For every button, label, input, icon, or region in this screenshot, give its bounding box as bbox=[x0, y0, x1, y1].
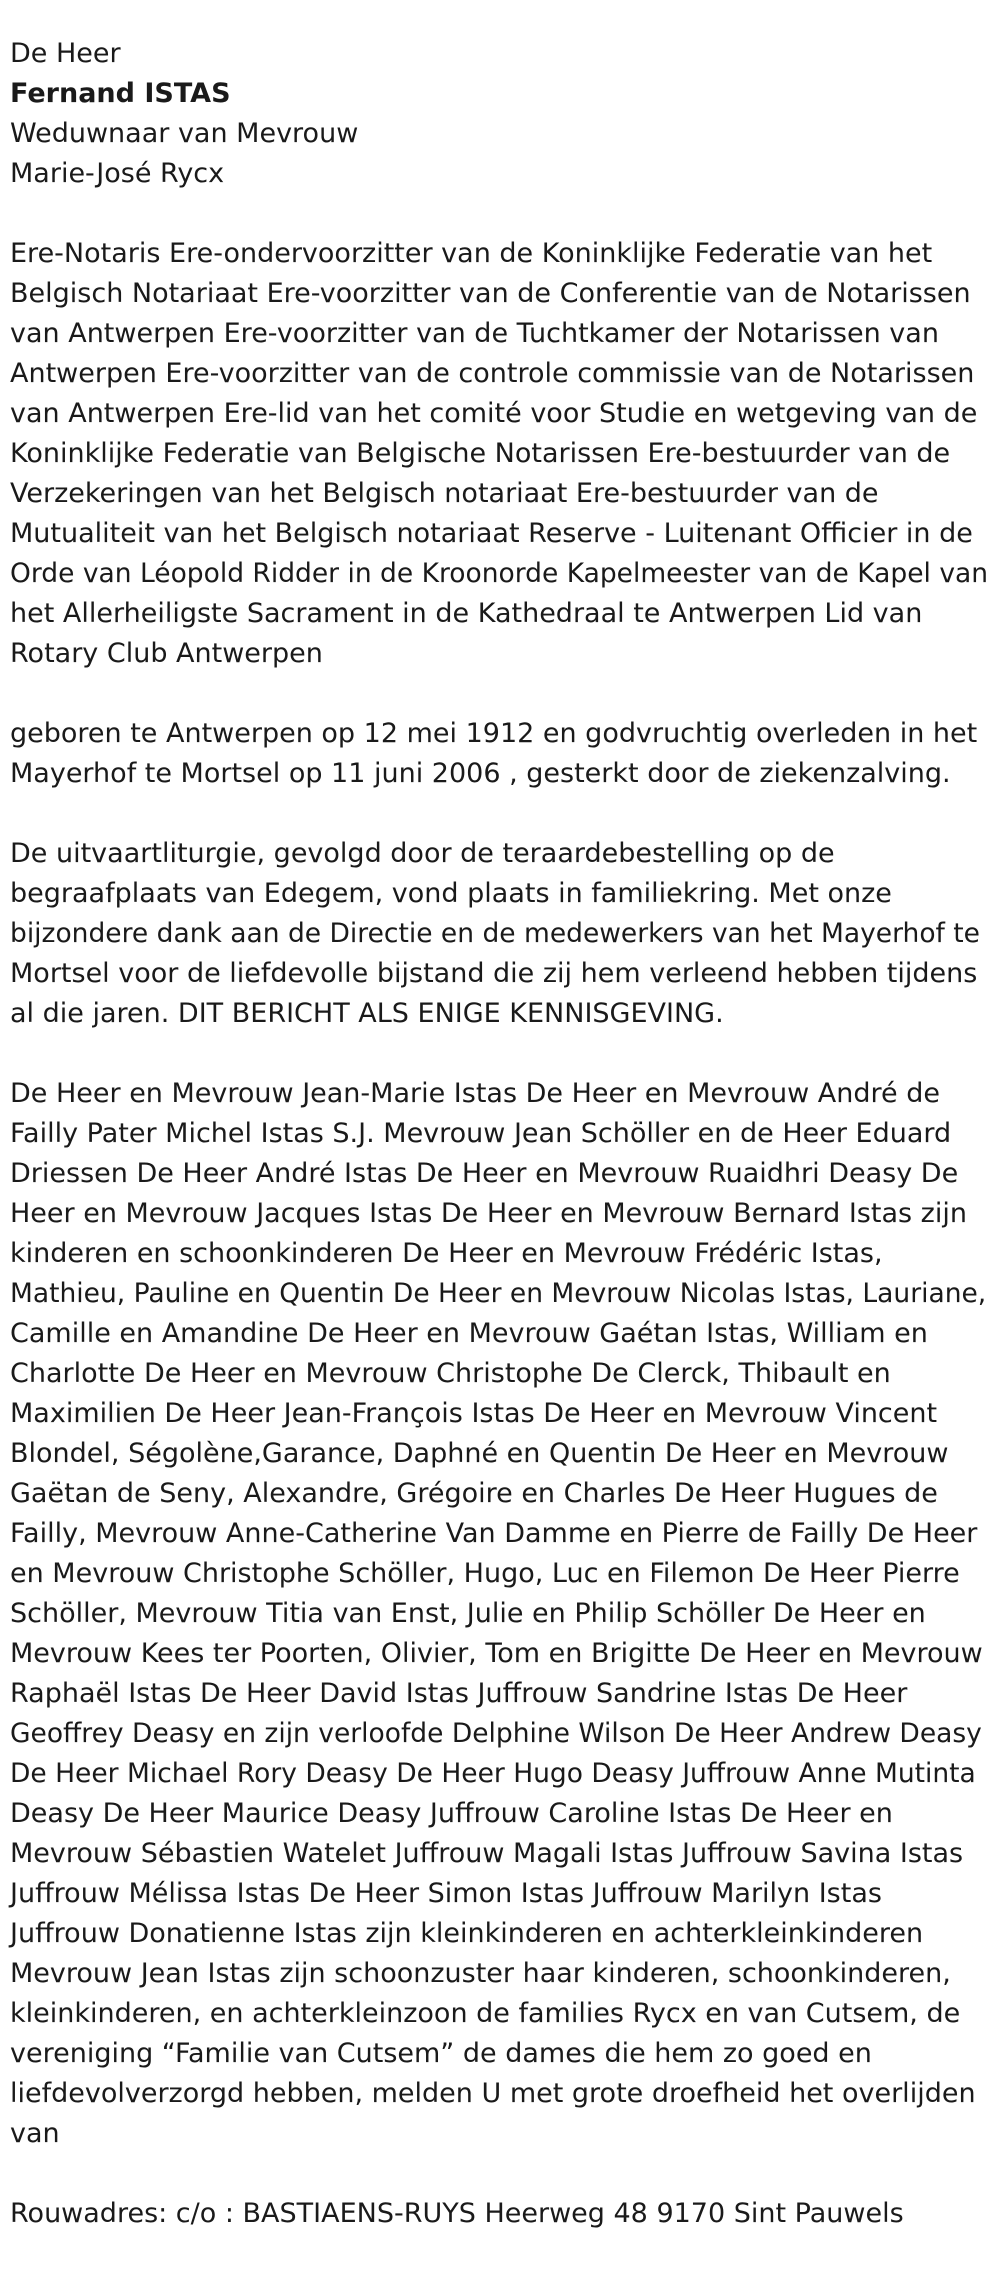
text-line: Camille en Amandine De Heer en Mevrouw Gaétan Istas, William en bbox=[10, 1318, 928, 1349]
deceased-name: Fernand ISTAS bbox=[10, 78, 231, 109]
text-line: Geoffrey Deasy en zijn verloofde Delphine Wilson De Heer Andrew Deasy bbox=[10, 1718, 982, 1749]
text-line: Mortsel voor de liefdevolle bijstand die zij hem verleend hebben tijdens bbox=[10, 958, 978, 989]
text-line: Juffrouw Mélissa Istas De Heer Simon Istas Juffrouw Marilyn Istas bbox=[10, 1878, 882, 1909]
text-line: Mathieu, Pauline en Quentin De Heer en Mevrouw Nicolas Istas, Lauriane, bbox=[10, 1278, 987, 1309]
text-line: van bbox=[10, 2118, 60, 2149]
text-line: De Heer en Mevrouw Jean-Marie Istas De Heer en Mevrouw André de bbox=[10, 1078, 940, 1109]
text-line: Heer en Mevrouw Jacques Istas De Heer en Mevrouw Bernard Istas zijn bbox=[10, 1198, 967, 1229]
text-line: Schöller, Mevrouw Titia van Enst, Julie en Philip Schöller De Heer en bbox=[10, 1598, 926, 1629]
text-line: Charlotte De Heer en Mevrouw Christophe De Clerck, Thibault en bbox=[10, 1358, 891, 1389]
text-line: Mevrouw Jean Istas zijn schoonzuster haar kinderen, schoonkinderen, bbox=[10, 1958, 951, 1989]
relation-text: Weduwnaar van Mevrouw bbox=[10, 118, 359, 149]
spouse-name: Marie-José Rycx bbox=[10, 158, 225, 189]
text-line: het Allerheiligste Sacrament in de Kathedraal te Antwerpen Lid van bbox=[10, 598, 923, 629]
spacer bbox=[10, 674, 990, 714]
mourning-address: Rouwadres: c/o : BASTIAENS-RUYS Heerweg 48 9170 Sint Pauwels bbox=[10, 2198, 904, 2229]
text-line: Failly, Mevrouw Anne-Catherine Van Damme en Pierre de Failly De Heer bbox=[10, 1518, 978, 1549]
text-line: kinderen en schoonkinderen De Heer en Mevrouw Frédéric Istas, bbox=[10, 1238, 883, 1269]
text-line: van Antwerpen Ere-lid van het comité voor Studie en wetgeving van de bbox=[10, 398, 978, 429]
text-line: Ere-Notaris Ere-ondervoorzitter van de Koninklijke Federatie van het bbox=[10, 238, 933, 269]
funeral-paragraph bbox=[10, 834, 990, 1034]
text-line: Mutualiteit van het Belgisch notariaat Reserve - Luitenant Officier in de bbox=[10, 518, 973, 549]
text-line: Belgisch Notariaat Ere-voorzitter van de Conferentie van de Notarissen bbox=[10, 278, 971, 309]
spacer bbox=[10, 2154, 990, 2194]
text-line: Mevrouw Kees ter Poorten, Olivier, Tom en Brigitte De Heer en Mevrouw bbox=[10, 1638, 983, 1669]
titles-paragraph bbox=[10, 234, 990, 674]
family-paragraph bbox=[10, 1074, 990, 2154]
text-line: De uitvaartliturgie, gevolgd door de teraardebestelling op de bbox=[10, 838, 835, 869]
text-line: bijzondere dank aan de Directie en de medewerkers van het Mayerhof te bbox=[10, 918, 980, 949]
text-line: vereniging “Familie van Cutsem” de dames die hem zo goed en bbox=[10, 2038, 872, 2069]
text-line: Rotary Club Antwerpen bbox=[10, 638, 323, 669]
text-line: Deasy De Heer Maurice Deasy Juffrouw Caroline Istas De Heer en bbox=[10, 1798, 893, 1829]
text-line: Juffrouw Donatienne Istas zijn kleinkinderen en achterkleinkinderen bbox=[10, 1918, 924, 1949]
text-line: liefdevolverzorgd hebben, melden U met grote droefheid het overlijden bbox=[10, 2078, 976, 2109]
text-line: en Mevrouw Christophe Schöller, Hugo, Luc en Filemon De Heer Pierre bbox=[10, 1558, 960, 1589]
text-line: De Heer Michael Rory Deasy De Heer Hugo Deasy Juffrouw Anne Mutinta bbox=[10, 1758, 976, 1789]
salutation: De Heer bbox=[10, 38, 121, 69]
text-line: Raphaël Istas De Heer David Istas Juffrouw Sandrine Istas De Heer bbox=[10, 1678, 908, 1709]
text-line: Driessen De Heer André Istas De Heer en Mevrouw Ruaidhri Deasy De bbox=[10, 1158, 959, 1189]
text-line: kleinkinderen, en achterkleinzoon de families Rycx en van Cutsem, de bbox=[10, 1998, 961, 2029]
text-line: al die jaren. DIT BERICHT ALS ENIGE KENNISGEVING. bbox=[10, 998, 724, 1029]
spacer bbox=[10, 1034, 990, 1074]
text-line: van Antwerpen Ere-voorzitter van de Tuchtkamer der Notarissen van bbox=[10, 318, 939, 349]
text-line: Maximilien De Heer Jean-François Istas De Heer en Mevrouw Vincent bbox=[10, 1398, 938, 1429]
text-line: Verzekeringen van het Belgisch notariaat Ere-bestuurder van de bbox=[10, 478, 879, 509]
text-line: Koninklijke Federatie van Belgische Notarissen Ere-bestuurder van de bbox=[10, 438, 951, 469]
spacer bbox=[10, 794, 990, 834]
text-line: Mevrouw Sébastien Watelet Juffrouw Magali Istas Juffrouw Savina Istas bbox=[10, 1838, 964, 1869]
text-line: begraafplaats van Edegem, vond plaats in familiekring. Met onze bbox=[10, 878, 892, 909]
text-line: Antwerpen Ere-voorzitter van de controle commissie van de Notarissen bbox=[10, 358, 975, 389]
text-line: Gaëtan de Seny, Alexandre, Grégoire en Charles De Heer Hugues de bbox=[10, 1478, 938, 1509]
text-line: Orde van Léopold Ridder in de Kroonorde Kapelmeester van de Kapel van bbox=[10, 558, 989, 589]
text-line: Blondel, Ségolène,Garance, Daphné en Quentin De Heer en Mevrouw bbox=[10, 1438, 949, 1469]
text-line: geboren te Antwerpen op 12 mei 1912 en godvruchtig overleden in het bbox=[10, 718, 978, 749]
spacer bbox=[10, 194, 990, 234]
birth-death-paragraph bbox=[10, 714, 990, 794]
text-line: Failly Pater Michel Istas S.J. Mevrouw Jean Schöller en de Heer Eduard bbox=[10, 1118, 952, 1149]
text-line: Mayerhof te Mortsel op 11 juni 2006 , gesterkt door de ziekenzalving. bbox=[10, 758, 951, 789]
